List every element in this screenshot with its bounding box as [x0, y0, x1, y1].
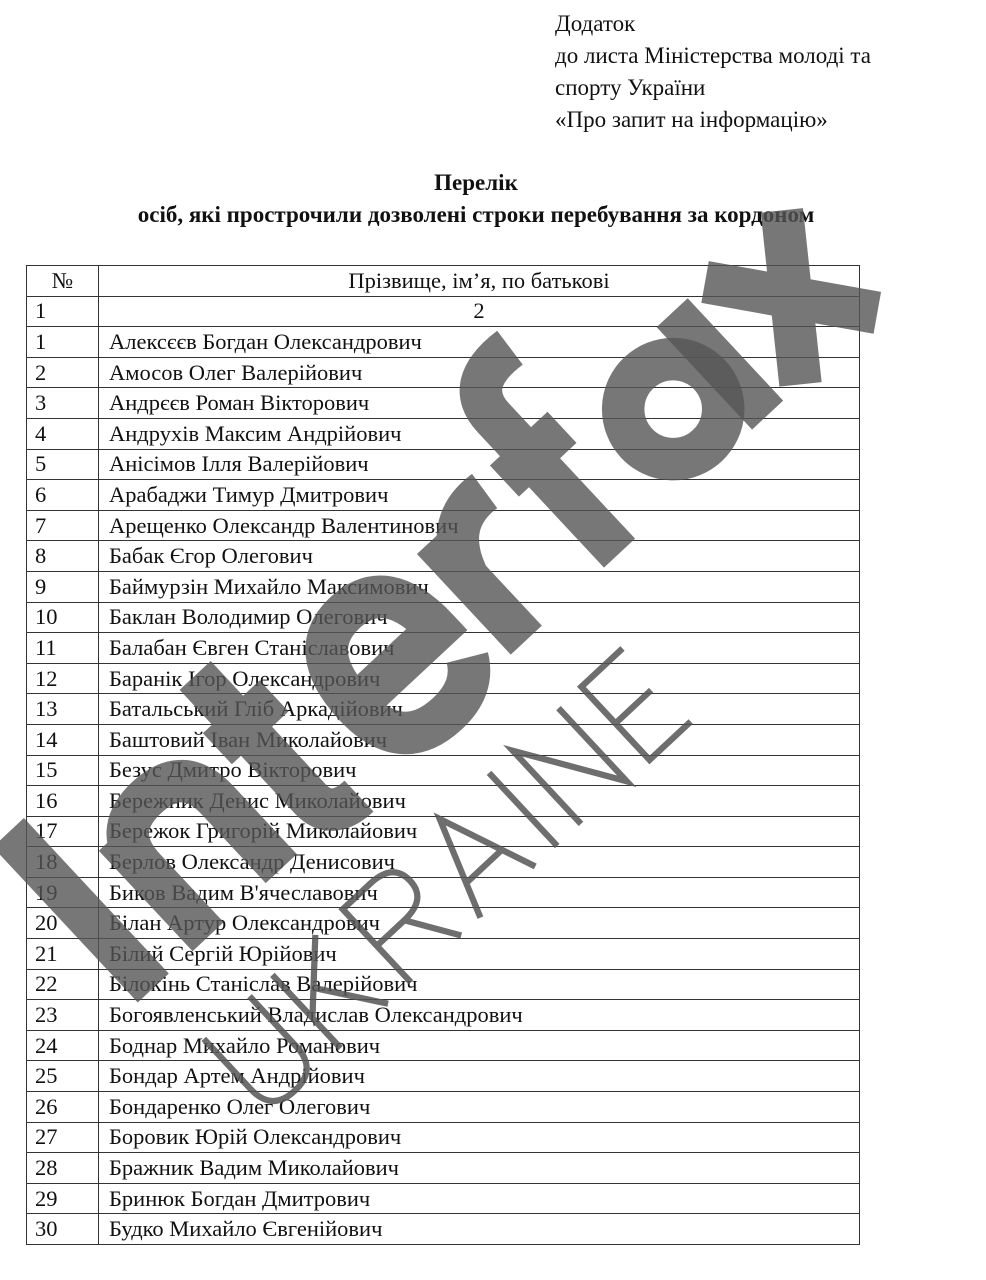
row-number: 23	[27, 1000, 99, 1031]
address-line: Додаток	[555, 11, 636, 36]
person-name: Бринюк Богдан Дмитрович	[99, 1183, 860, 1214]
person-name: Балабан Євген Станіславович	[99, 633, 860, 664]
person-name: Берлов Олександр Денисович	[99, 847, 860, 878]
row-number: 18	[27, 847, 99, 878]
person-name: Боровик Юрій Олександрович	[99, 1122, 860, 1153]
row-number: 13	[27, 694, 99, 725]
table-row	[27, 418, 860, 449]
table-row	[27, 510, 860, 541]
person-name: Білокінь Станіслав Валерійович	[99, 969, 860, 1000]
table-row	[27, 357, 860, 388]
row-number: 30	[27, 1214, 99, 1245]
table-row	[27, 816, 860, 847]
row-number: 3	[27, 388, 99, 419]
table-row	[27, 694, 860, 725]
person-name: Баймурзін Михайло Максимович	[99, 571, 860, 602]
address-line: спорту України	[555, 75, 706, 100]
table-row	[27, 388, 860, 419]
table-row	[27, 1000, 860, 1031]
table-row	[27, 480, 860, 511]
table-header-row	[27, 266, 860, 297]
row-number: 8	[27, 541, 99, 572]
person-name: Алексєєв Богдан Олександрович	[99, 327, 860, 358]
person-name: Батальський Гліб Аркадійович	[99, 694, 860, 725]
person-name: Андрухів Максим Андрійович	[99, 418, 860, 449]
person-name: Андрєєв Роман Вікторович	[99, 388, 860, 419]
row-number: 2	[27, 357, 99, 388]
row-number: 7	[27, 510, 99, 541]
row-number: 9	[27, 571, 99, 602]
person-name: Білий Сергій Юрійович	[99, 939, 860, 970]
person-name: Баклан Володимир Олегович	[99, 602, 860, 633]
table-row	[27, 541, 860, 572]
person-name: Бондар Артем Андрійович	[99, 1061, 860, 1092]
table-row	[27, 1122, 860, 1153]
person-name: Амосов Олег Валерійович	[99, 357, 860, 388]
table-row	[27, 1183, 860, 1214]
person-name: Баранік Ігор Олександрович	[99, 663, 860, 694]
addressee-block	[555, 8, 871, 136]
row-number: 29	[27, 1183, 99, 1214]
table-row	[27, 939, 860, 970]
column-number: 2	[99, 296, 860, 327]
row-number: 11	[27, 633, 99, 664]
table-row	[27, 449, 860, 480]
document-title: Перелік	[434, 170, 518, 195]
table-row	[27, 908, 860, 939]
row-number: 28	[27, 1153, 99, 1184]
row-number: 24	[27, 1030, 99, 1061]
table-row	[27, 969, 860, 1000]
person-name: Бражник Вадим Миколайович	[99, 1153, 860, 1184]
column-header-number: №	[27, 266, 99, 297]
row-number: 12	[27, 663, 99, 694]
person-name: Бережник Денис Миколайович	[99, 786, 860, 817]
table-row	[27, 1030, 860, 1061]
table-row	[27, 847, 860, 878]
table-row	[27, 724, 860, 755]
row-number: 21	[27, 939, 99, 970]
column-number-row	[27, 296, 860, 327]
table-row	[27, 663, 860, 694]
persons-table	[26, 265, 860, 1245]
row-number: 4	[27, 418, 99, 449]
person-name: Бабак Єгор Олегович	[99, 541, 860, 572]
address-line: до листа Міністерства молоді та	[555, 43, 871, 68]
column-header-name: Прізвище, ім’я, по батькові	[99, 266, 860, 297]
row-number: 27	[27, 1122, 99, 1153]
table-row	[27, 327, 860, 358]
row-number: 15	[27, 755, 99, 786]
table-row	[27, 1153, 860, 1184]
person-name: Баштовий Іван Миколайович	[99, 724, 860, 755]
table-row	[27, 786, 860, 817]
table-row	[27, 1092, 860, 1123]
table-row	[27, 633, 860, 664]
row-number: 20	[27, 908, 99, 939]
person-name: Анісімов Ілля Валерійович	[99, 449, 860, 480]
table-row	[27, 1214, 860, 1245]
row-number: 5	[27, 449, 99, 480]
person-name: Безус Дмитро Вікторович	[99, 755, 860, 786]
table-row	[27, 1061, 860, 1092]
row-number: 17	[27, 816, 99, 847]
person-name: Білан Артур Олександрович	[99, 908, 860, 939]
address-line: «Про запит на інформацію»	[555, 107, 828, 132]
person-name: Будко Михайло Євгенійович	[99, 1214, 860, 1245]
row-number: 19	[27, 877, 99, 908]
row-number: 6	[27, 480, 99, 511]
table-row	[27, 755, 860, 786]
person-name: Арабаджи Тимур Дмитрович	[99, 480, 860, 511]
row-number: 26	[27, 1092, 99, 1123]
row-number: 22	[27, 969, 99, 1000]
row-number: 10	[27, 602, 99, 633]
row-number: 16	[27, 786, 99, 817]
person-name: Арещенко Олександр Валентинович	[99, 510, 860, 541]
person-name: Бережок Григорій Миколайович	[99, 816, 860, 847]
person-name: Бондаренко Олег Олегович	[99, 1092, 860, 1123]
table-row	[27, 877, 860, 908]
person-name: Богоявленський Владислав Олександрович	[99, 1000, 860, 1031]
row-number: 1	[27, 327, 99, 358]
column-number: 1	[27, 296, 99, 327]
row-number: 14	[27, 724, 99, 755]
row-number: 25	[27, 1061, 99, 1092]
person-name: Боднар Михайло Романович	[99, 1030, 860, 1061]
table-row	[27, 571, 860, 602]
person-name: Биков Вадим В'ячеславович	[99, 877, 860, 908]
table-row	[27, 602, 860, 633]
document-subtitle: осіб, які прострочили дозволені строки перебування за кордоном	[137, 202, 815, 227]
